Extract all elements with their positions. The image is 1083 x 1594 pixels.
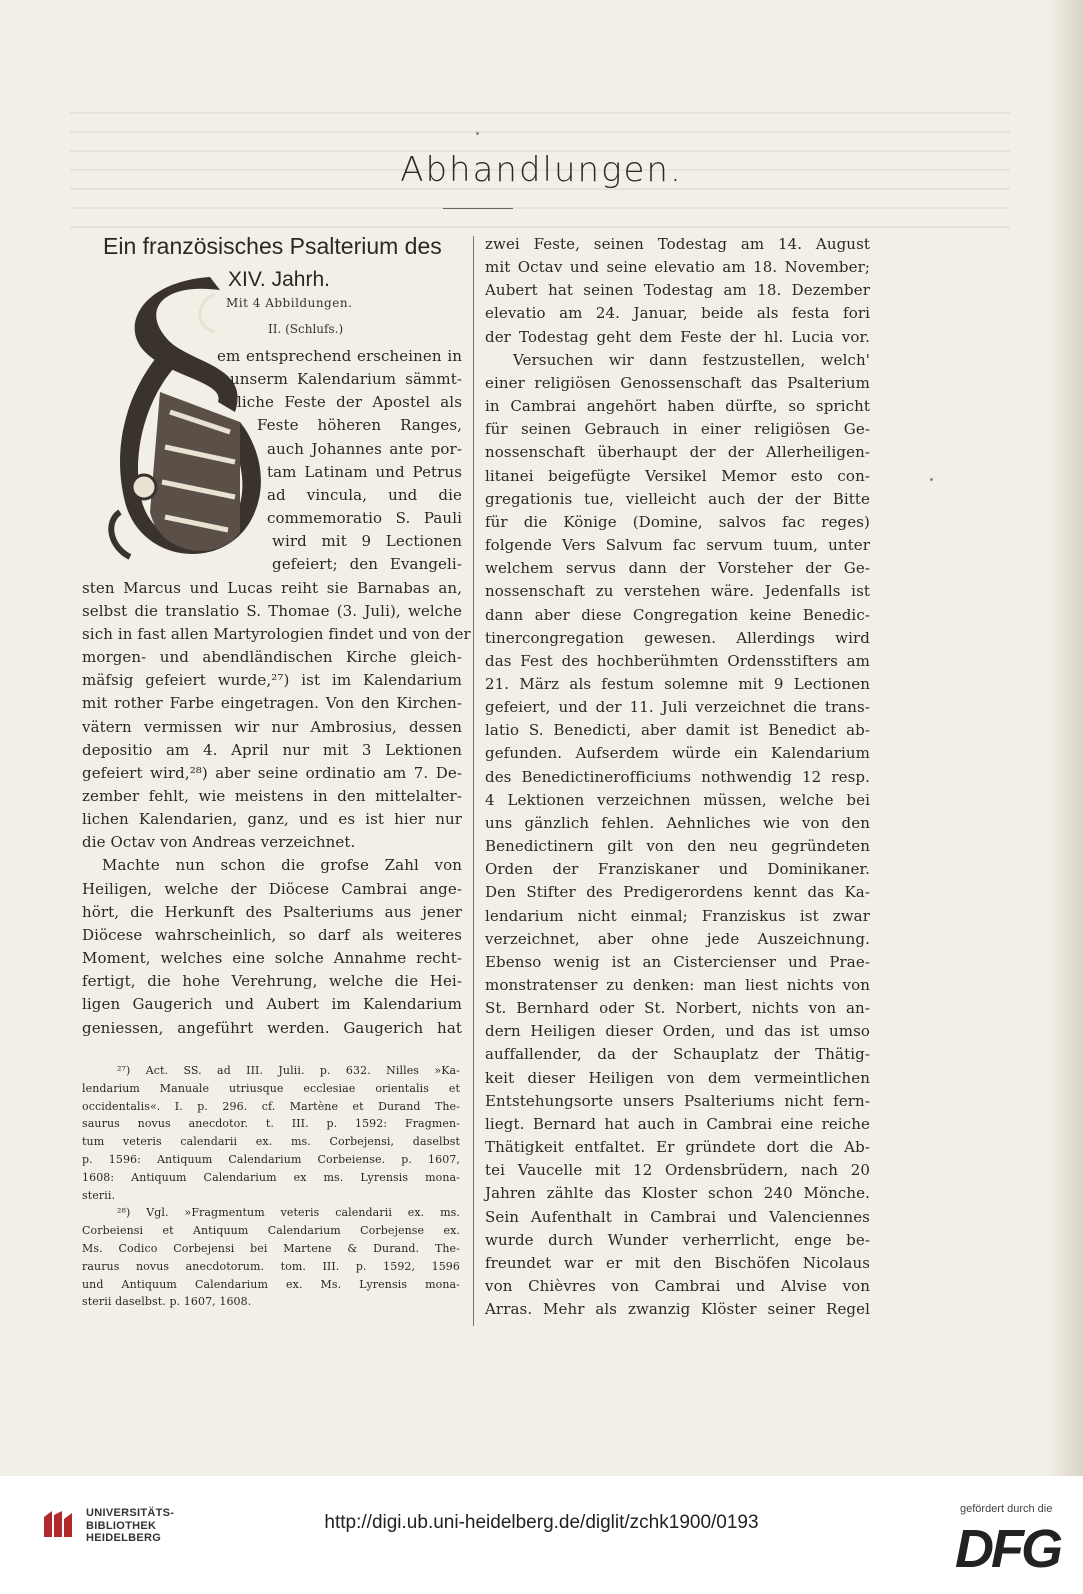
text-line: commemoratio S. Pauli: [267, 509, 462, 528]
library-name-line: BIBLIOTHEK: [86, 1519, 157, 1532]
article-title-continued: XIV. Jahrh.: [228, 268, 330, 291]
text-line: Jahren zählte das Kloster schon 240 Mönche.: [485, 1184, 870, 1203]
text-line: des Benedictinerofficiums nothwendig 12 resp.: [485, 767, 870, 786]
text-line: auffallender, da der Schauplatz der Thätig-: [485, 1045, 870, 1064]
text-line: dann aber diese Congregation keine Benedic-: [485, 605, 870, 624]
text-line: litanei beigefügte Versikel Memor esto con-: [485, 466, 870, 485]
footnote-line: und Antiquum Calendarium ex. Ms. Lyrensis mona-: [82, 1277, 460, 1291]
text-line: morgen- und abendländischen Kirche gleich-: [82, 648, 462, 667]
text-line: 4 Lektionen verzeichnen müssen, welche bei: [485, 790, 870, 809]
text-line: gefeiert; den Evangeli-: [272, 555, 462, 574]
text-line: geniessen, angeführt werden. Gaugerich hat: [82, 1018, 462, 1037]
page-edge-shadow: [1048, 0, 1083, 1476]
footnote-line: tum veteris calendarii ex. ms. Corbejensi, daselbst: [82, 1135, 460, 1149]
article-title: Ein französisches Psalterium des: [103, 233, 442, 259]
footnote-line: lendarium Manuale utriusque ecclesiae orientalis et: [82, 1081, 460, 1095]
text-line: nossenschaft zu verstehen wäre. Jedenfalls ist: [485, 582, 870, 601]
text-line: unserm Kalendarium sämmt-: [230, 370, 462, 389]
text-line: fertigt, die hohe Verehrung, welche die Hei-: [82, 972, 462, 991]
text-line: verzeichnet, aber ohne jede Auszeichnung.: [485, 929, 870, 948]
text-line: einer religiösen Genossenschaft das Psalterium: [485, 373, 870, 392]
text-line: liche Feste der Apostel als: [237, 393, 462, 412]
text-line: in Cambrai angehört haben dürfte, so spricht: [485, 397, 870, 416]
text-line: auch Johannes ante por-: [267, 439, 462, 458]
text-line: Sein Aufenthalt in Cambrai und Valenciennes: [485, 1207, 870, 1226]
text-line: keit dieser Heiligen von dem vermeintlichen: [485, 1068, 870, 1087]
article-subtitle: Mit 4 Abbildungen.: [226, 296, 353, 310]
text-line: zwei Feste, seinen Todestag am 14. August: [485, 235, 870, 253]
print-speck: [930, 478, 933, 481]
text-line: Benedictinern gilt von den neu gegründeten: [485, 837, 870, 856]
text-line: latio S. Benedicti, aber damit ist Benedict ab-: [485, 721, 870, 740]
text-line: für seinen Gebrauch in einer religiösen Ge-: [485, 420, 870, 439]
footnote-line: raurus novus anecdotorum. tom. III. p. 1592, 1596: [82, 1259, 460, 1273]
text-line: mit rother Farbe eingetragen. Von den Kirchen-: [82, 694, 462, 713]
right-column: [485, 233, 870, 1321]
article-part: II. (Schlufs.): [268, 322, 344, 336]
text-line: Machte nun schon die grofse Zahl von: [102, 856, 462, 875]
text-line: Den Stifter des Predigerordens kennt das Ka-: [485, 883, 870, 902]
text-line: folgende Vers Salvum fac servum tuum, unter: [485, 536, 870, 555]
text-line: Thätigkeit entfaltet. Er gründete dort die Ab-: [485, 1138, 870, 1157]
text-line: lichen Kalendarien, ganz, und es ist hier nur: [82, 810, 462, 829]
footnote-line: sterii daselbst. p. 1607, 1608.: [82, 1295, 252, 1309]
library-name-line: UNIVERSITÄTS-: [86, 1507, 175, 1519]
print-speck: [476, 132, 479, 135]
text-line: gefunden. Aufserdem würde ein Kalendarium: [485, 744, 870, 763]
text-line: vätern vermissen wir nur Ambrosius, dessen: [82, 717, 462, 736]
text-line: der Todestag geht dem Feste der hl. Lucia vor.: [485, 327, 870, 346]
text-line: gefeiert, und der 11. Juli verzeichnet die trans-: [485, 698, 870, 717]
text-line: Aubert hat seinen Todestag am 18. Dezember: [485, 281, 870, 300]
text-line: elevatio am 24. Januar, beide als festa fori: [485, 304, 870, 323]
text-line: gefeiert wird,²⁸) aber seine ordinatio am 7. De-: [82, 763, 462, 782]
text-line: tei Vaucelle mit 12 Ordensbrüdern, nach 20: [485, 1161, 870, 1180]
footnotes: [82, 1062, 460, 1311]
text-line: Ebenso wenig ist an Cistercienser und Prae-: [485, 952, 870, 971]
text-line: selbst die translatio S. Thomae (3. Juli), welche: [82, 601, 462, 620]
text-line: zember fehlt, wie meistens in den mittelalter-: [82, 786, 462, 805]
permalink[interactable]: http://digi.ub.uni-heidelberg.de/diglit/zchk1900/0193: [324, 1512, 759, 1533]
text-line: Diöcese wahrscheinlich, so darf als weiteres: [82, 925, 462, 944]
text-line: depositio am 4. April nur mit 3 Lektionen: [82, 740, 462, 759]
text-line: mäfsig gefeiert wurde,²⁷) ist im Kalendarium: [82, 671, 462, 690]
footnote-line: ²⁷) Act. SS. ad III. Julii. p. 632. Nilles »Ka-: [117, 1064, 460, 1077]
text-line: sich in fast allen Martyrologien findet und von der: [82, 624, 471, 643]
text-line: für die Könige (Domine, salvos fac reges): [485, 512, 870, 531]
text-line: wird mit 9 Lectionen: [272, 532, 462, 551]
text-line: dern Heiligen dieser Orden, und das ist umso: [485, 1022, 870, 1041]
text-line: hört, die Herkunft des Psalteriums aus jener: [82, 902, 462, 921]
text-line: em entsprechend erscheinen in: [217, 347, 462, 365]
text-line: welchem servus dann der Vorsteher der Ge-: [485, 559, 870, 578]
footnote-line: sterii.: [82, 1188, 116, 1202]
heading-rule: [443, 208, 513, 209]
text-line: Moment, welches eine solche Annahme recht-: [82, 949, 462, 968]
left-column: [82, 345, 471, 1040]
footnote-line: Corbeiensi et Antiquum Calendarium Corbejense ex.: [82, 1224, 460, 1238]
text-line: Heiligen, welche der Diöcese Cambrai ange-: [82, 879, 462, 898]
footnote-line: occidentalis«. I. p. 296. cf. Martène et Durand The-: [82, 1099, 460, 1113]
text-line: 21. März als festum solemne mit 9 Lectionen: [485, 674, 870, 693]
text-line: uns gänzlich fehlen. Aehnliches wie von den: [485, 813, 870, 832]
footnote-line: Ms. Codico Corbejensi bei Martene & Durand. The-: [82, 1241, 460, 1255]
text-line: monstratenser zu denken: man liest nichts von: [485, 976, 870, 994]
text-line: Arras. Mehr als zwanzig Klöster seiner Regel: [485, 1300, 870, 1319]
dfg-logo: DFG: [955, 1519, 1060, 1579]
text-line: tam Latinam und Petrus: [267, 462, 462, 481]
column-divider: [473, 236, 474, 1326]
text-line: tinercongregation gewesen. Allerdings wird: [485, 628, 870, 647]
text-line: freundet war er mit den Bischöfen Nicolaus: [485, 1253, 870, 1272]
funding-caption: gefördert durch die: [960, 1503, 1053, 1515]
text-line: von Chièvres von Cambrai und Alvise von: [485, 1277, 870, 1296]
text-line: sten Marcus und Lucas reiht sie Barnabas an,: [82, 578, 462, 597]
section-heading: Abhandlungen.: [400, 150, 683, 190]
text-line: wurde durch Wunder verherrlicht, enge be-: [485, 1230, 870, 1249]
text-line: ligen Gaugerich und Aubert im Kalendarium: [82, 995, 462, 1014]
text-line: Versuchen wir dann festzustellen, welch': [513, 350, 870, 369]
text-line: ad vincula, und die: [267, 485, 462, 504]
text-line: mit Octav und seine elevatio am 18. November;: [485, 258, 870, 277]
text-line: die Octav von Andreas verzeichnet.: [82, 833, 356, 852]
text-line: Orden der Franziskaner und Dominikaner.: [485, 860, 870, 879]
footnote-line: saurus novus anecdotor. t. III. p. 1592: Fragmen-: [82, 1117, 460, 1131]
text-line: Entstehungsorte unsers Psalteriums nicht fern-: [485, 1091, 870, 1110]
library-name-line: HEIDELBERG: [86, 1532, 162, 1544]
text-line: Feste höheren Ranges,: [257, 416, 462, 435]
footnote-line: ²⁸) Vgl. »Fragmentum veteris calendarii ex. ms.: [117, 1206, 460, 1220]
text-line: lendarium nicht einmal; Franziskus ist zwar: [485, 906, 870, 925]
text-line: St. Bernhard oder St. Norbert, nichts von an-: [485, 999, 870, 1018]
text-line: gregationis tue, vielleicht auch der der Bitte: [485, 489, 870, 508]
text-line: nossenschaft überhaupt der der Allerheiligen-: [485, 443, 870, 462]
footnote-line: 1608: Antiquum Calendarium ex ms. Lyrensis mona-: [82, 1170, 460, 1184]
text-line: das Fest des hochberühmten Ordensstifters am: [485, 651, 870, 670]
text-line: liegt. Bernard hat auch in Cambrai eine reiche: [485, 1114, 870, 1133]
footnote-line: p. 1596: Antiquum Calendarium Corbeiense. p. 1607,: [82, 1152, 460, 1166]
